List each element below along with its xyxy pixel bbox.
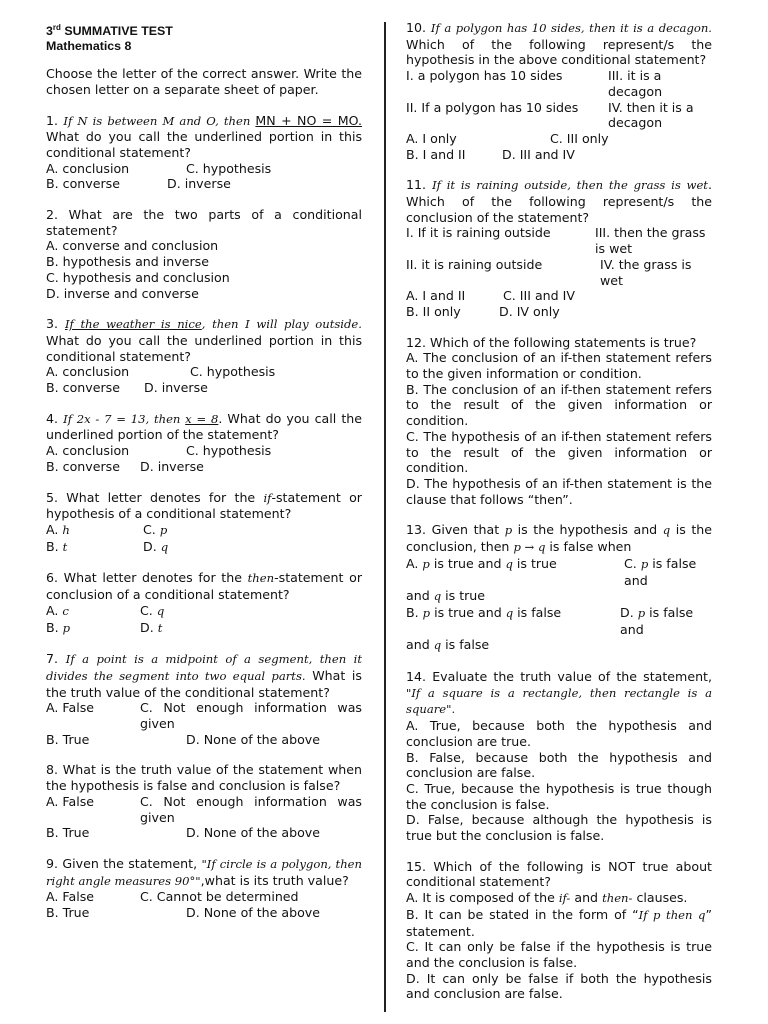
option-a: A. c bbox=[46, 602, 69, 618]
option-a: A. False bbox=[46, 889, 95, 905]
option-a: A. I and II bbox=[406, 288, 466, 304]
question-2 bbox=[46, 207, 362, 301]
item-iii: III. then the grass is wet bbox=[595, 225, 706, 257]
option-c: C. Not enough information was given bbox=[140, 700, 362, 732]
question-10 bbox=[406, 20, 712, 162]
option-d: D. The hypothesis of an if-then statement is the clause that follows “then”. bbox=[406, 475, 712, 507]
question-8 bbox=[46, 762, 362, 841]
option-d: D. p is false and bbox=[620, 604, 694, 637]
question-stem: 5. What letter denotes for the if-statement or hypothesis of a conditional statement? bbox=[46, 489, 362, 522]
question-stem: 14. Evaluate the truth value of the statement, "If a square is a rectangle, then rectangle is a square". bbox=[406, 669, 712, 717]
option-d: D. IV only bbox=[499, 303, 560, 319]
question-5 bbox=[46, 490, 362, 556]
option-b: B. t bbox=[46, 538, 68, 554]
option-a: A. h bbox=[46, 522, 70, 537]
option-b: B. hypothesis and inverse bbox=[46, 254, 209, 270]
option-b: B. p is true and q is false bbox=[406, 604, 562, 620]
question-7 bbox=[46, 651, 362, 747]
option-b: B. p bbox=[46, 619, 71, 635]
right-column bbox=[406, 20, 712, 1002]
option-d: D. inverse bbox=[167, 176, 231, 192]
option-d: D. inverse bbox=[144, 380, 208, 396]
option-c: C. III only bbox=[550, 130, 609, 146]
option-b: B. It can be stated in the form of “If p then q” statement. bbox=[406, 906, 712, 939]
item-ii: II. If a polygon has 10 sides bbox=[406, 99, 579, 115]
option-c: C. p is false and bbox=[624, 555, 697, 588]
option-a: A. p is true and q is true bbox=[406, 555, 557, 571]
question-14 bbox=[406, 669, 712, 844]
option-a: A. False bbox=[46, 700, 95, 716]
option-c: C. The hypothesis of an if-then statement refers to the result of the given information or condition. bbox=[406, 428, 712, 476]
question-stem: 3. If the weather is nice, then I will play outside. What do you call the underlined portion in this conditional statement? bbox=[46, 316, 362, 364]
question-stem: 8. What is the truth value of the statement when the hypothesis is false and conclusion is false? bbox=[46, 762, 362, 794]
option-a: A. It is composed of the if- and then- clauses. bbox=[406, 890, 688, 906]
question-15 bbox=[406, 859, 712, 1002]
question-stem: 13. Given that p is the hypothesis and q is the conclusion, then p → q is false when bbox=[406, 522, 712, 555]
item-iv: IV. then it is a decagon bbox=[608, 99, 694, 131]
item-i: I. a polygon has 10 sides bbox=[406, 68, 563, 84]
option-b: B. The conclusion of an if-then statement refers to the result of the given information or condition. bbox=[406, 381, 712, 429]
item-ii: II. it is raining outside bbox=[406, 256, 543, 272]
option-d-cont: and q is false bbox=[406, 637, 490, 653]
item-iii: III. it is a decagon bbox=[608, 68, 663, 99]
left-column bbox=[46, 20, 362, 921]
option-c: C. Cannot be determined bbox=[140, 889, 299, 905]
option-c-cont: and q is true bbox=[406, 588, 486, 604]
option-d: D. III and IV bbox=[502, 146, 575, 162]
item-iv: IV. the grass is wet bbox=[600, 256, 692, 288]
option-d: D. t bbox=[140, 619, 163, 635]
question-11 bbox=[406, 177, 712, 319]
option-a: A. False bbox=[46, 793, 95, 809]
question-stem: 4. If 2x - 7 = 13, then x = 8. What do you call the underlined portion of the statement? bbox=[46, 410, 363, 443]
option-c: C. It can only be false if the hypothesis is true and the conclusion is false. bbox=[406, 939, 712, 970]
question-stem: 11. If it is raining outside, then the grass is wet. Which of the following represent/s the conclusion of the statement? bbox=[406, 177, 712, 225]
question-1 bbox=[46, 113, 362, 193]
option-a: A. The conclusion of an if-then statement refers to the given information or condition. bbox=[406, 350, 712, 382]
option-d: D. inverse and converse bbox=[46, 285, 199, 301]
option-a: A. True, because both the hypothesis and conclusion are true. bbox=[406, 718, 712, 749]
question-stem: 2. What are the two parts of a conditional statement? bbox=[46, 207, 362, 238]
question-3 bbox=[46, 316, 362, 396]
question-12 bbox=[406, 335, 712, 508]
option-b: B. True bbox=[46, 905, 90, 921]
option-d: D. None of the above bbox=[186, 905, 320, 921]
option-b: B. True bbox=[46, 825, 90, 841]
option-c: C. p bbox=[143, 522, 168, 537]
option-c: C. True, because the hypothesis is true though the conclusion is false. bbox=[406, 780, 712, 812]
option-c: C. III and IV bbox=[503, 288, 575, 304]
option-b: B. False, because both the hypothesis and conclusion are false. bbox=[406, 749, 712, 781]
option-a: A. conclusion bbox=[46, 443, 130, 459]
option-d: D. None of the above bbox=[186, 825, 320, 841]
option-b: B. II only bbox=[406, 303, 461, 319]
option-b: B. converse bbox=[46, 176, 120, 192]
option-d: D. inverse bbox=[140, 458, 204, 474]
option-c: C. Not enough information was given bbox=[140, 793, 362, 825]
option-b: B. True bbox=[46, 731, 90, 747]
option-b: B. converse bbox=[46, 380, 120, 396]
question-stem: 7. If a point is a midpoint of a segment, then it divides the segment into two equal parts. What is the truth value of the conditional statement? bbox=[46, 651, 362, 700]
option-c: C. hypothesis bbox=[186, 443, 272, 459]
question-6 bbox=[46, 570, 362, 636]
option-c: C. q bbox=[140, 602, 165, 618]
question-stem: 6. What letter denotes for the then-statement or conclusion of a conditional statement? bbox=[46, 570, 362, 603]
test-title: 3rd SUMMATIVE TEST bbox=[46, 23, 173, 39]
question-4 bbox=[46, 411, 362, 475]
option-d: D. False, because although the hypothesis is true but the conclusion is false. bbox=[406, 812, 712, 844]
question-stem: 9. Given the statement, "If circle is a polygon, then right angle measures 90°",what is its truth value? bbox=[46, 855, 362, 888]
question-stem: 15. Which of the following is NOT true about conditional statement? bbox=[406, 858, 712, 890]
item-i: I. If it is raining outside bbox=[406, 225, 551, 241]
subject-title: Mathematics 8 bbox=[46, 39, 132, 54]
column-divider bbox=[384, 22, 386, 1012]
option-c: C. hypothesis bbox=[190, 364, 276, 380]
question-stem: 1. If N is between M and O, then MN + NO = MO. What do you call the underlined portion in this conditional statement? bbox=[46, 112, 362, 160]
question-13 bbox=[406, 522, 712, 654]
option-d: D. It can only be false if both the hypothesis and conclusion are false. bbox=[406, 970, 712, 1002]
option-d: D. None of the above bbox=[186, 731, 320, 747]
question-9 bbox=[46, 856, 362, 921]
option-b: B. converse bbox=[46, 458, 120, 474]
instructions: Choose the letter of the correct answer. Write the chosen letter on a separate sheet of paper. bbox=[46, 66, 362, 97]
question-stem: 12. Which of the following statements is true? bbox=[406, 334, 697, 350]
option-a: A. conclusion bbox=[46, 160, 130, 176]
option-d: D. q bbox=[143, 538, 169, 554]
option-a: A. conclusion bbox=[46, 364, 130, 380]
option-a: A. I only bbox=[406, 130, 457, 146]
question-stem: 10. If a polygon has 10 sides, then it is a decagon. Which of the following represent/s the hypothesis in the above conditional statement? bbox=[406, 20, 712, 68]
option-c: C. hypothesis bbox=[186, 160, 272, 176]
option-a: A. converse and conclusion bbox=[46, 238, 219, 254]
option-b: B. I and II bbox=[406, 146, 466, 162]
option-c: C. hypothesis and conclusion bbox=[46, 269, 230, 285]
